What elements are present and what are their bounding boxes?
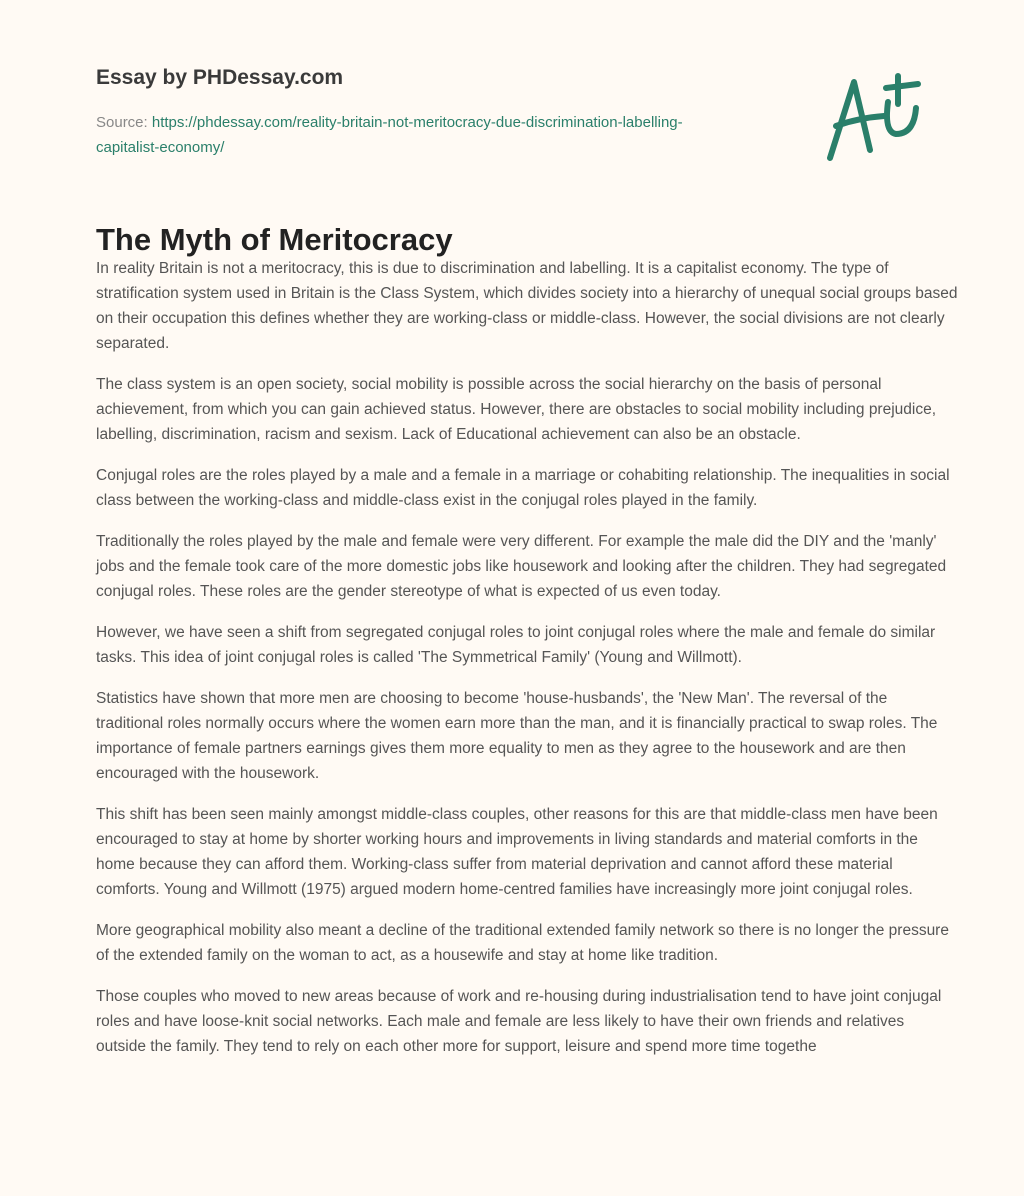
a-plus-logo-icon bbox=[818, 70, 928, 165]
paragraph: Those couples who moved to new areas because of work and re-housing during industrialisation tend to have joint conjugal roles and have loose-knit social networks. Each male and female are less likely to have their own friends and relatives outside the family. They tend to rely on each other more for support, leisure and spend more time togethe bbox=[96, 988, 942, 1055]
essay-header bbox=[96, 66, 736, 160]
paragraph: More geographical mobility also meant a decline of the traditional extended family network so there is no longer the pressure of the extended family on the woman to act, as a housewife and stay at home like tradition. bbox=[96, 922, 949, 964]
paragraph: The class system is an open society, social mobility is possible across the social hierarchy on the basis of personal achievement, from which you can gain achieved status. However, there are obstacles to social mobility including prejudice, labelling, discrimination, racism and sexism. Lack of Educational achievement can also be an obstacle. bbox=[96, 376, 937, 443]
essay-title: The Myth of Meritocracy bbox=[96, 222, 453, 257]
source-label: Source: bbox=[96, 114, 148, 131]
paragraph: This shift has been seen mainly amongst middle-class couples, other reasons for this are that middle-class men have been encouraged to stay at home by shorter working hours and improvements in living standards and material comforts in the home because they can afford them. Working-class suffer from material deprivation and cannot afford these material comforts. Young and Willmott (1975) argued modern home-centred families have increasingly more joint conjugal roles. bbox=[96, 806, 938, 898]
paragraph: Conjugal roles are the roles played by a male and a female in a marriage or cohabiting relationship. The inequalities in social class between the working-class and middle-class exist in the conjugal roles played in the family. bbox=[96, 467, 950, 509]
paragraph: However, we have seen a shift from segregated conjugal roles to joint conjugal roles where the male and female do similar tasks. This idea of joint conjugal roles is called 'The Symmetrical Family' (Young and Willmott). bbox=[96, 624, 936, 666]
brand-title: Essay by PHDessay.com bbox=[96, 66, 344, 89]
essay-body bbox=[96, 256, 958, 1075]
paragraph: Traditionally the roles played by the male and female were very different. For example the male did the DIY and the 'manly' jobs and the female took care of the more domestic jobs like housework and looking after the children. They had segregated conjugal roles. These roles are the gender stereotype of what is expected of us even today. bbox=[96, 533, 947, 600]
paragraph: In reality Britain is not a meritocracy, this is due to discrimination and labelling. It is a capitalist economy. The type of stratification system used in Britain is the Class System, which divides society into a hierarchy of unequal social groups based on their occupation this defines whether they are working-class or middle-class. However, the social divisions are not clearly separated. bbox=[96, 260, 958, 352]
paragraph: Statistics have shown that more men are choosing to become 'house-husbands', the 'New Man'. The reversal of the traditional roles normally occurs where the women earn more than the man, and it is financially practical to swap roles. The importance of female partners earnings gives them more equality to men as they agree to the housework and are then encouraged with the housework. bbox=[96, 690, 938, 782]
source-link[interactable]: https://phdessay.com/reality-britain-not-meritocracy-due-discrimination-labelling-capitalist-economy/ bbox=[96, 114, 683, 156]
source-line bbox=[96, 110, 736, 160]
